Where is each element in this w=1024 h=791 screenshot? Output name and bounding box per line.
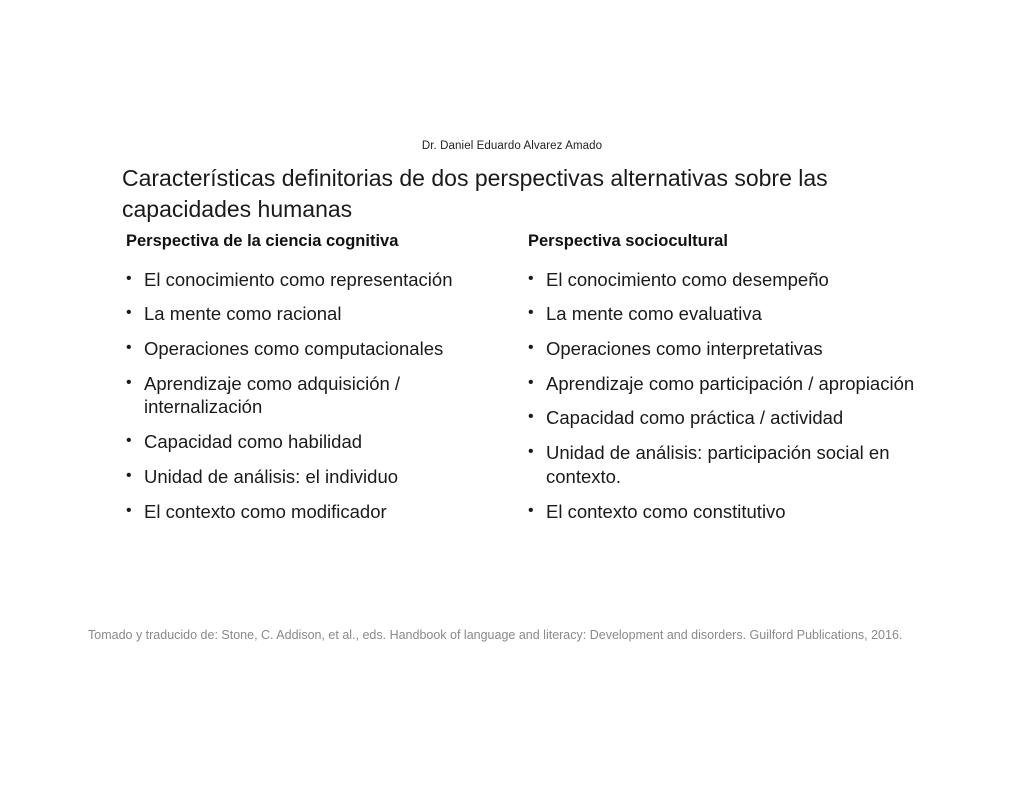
list-item: • Unidad de análisis: participación social en contexto. bbox=[524, 441, 926, 488]
list-item: • La mente como racional bbox=[122, 302, 524, 326]
list-item: • El conocimiento como representación bbox=[122, 268, 524, 292]
list-item: • Aprendizaje como adquisición / internalización bbox=[122, 372, 524, 419]
list-item: • El conocimiento como desempeño bbox=[524, 268, 926, 292]
page-title: Características definitorias de dos perspectivas alternativas sobre las capacidades humanas bbox=[122, 165, 828, 222]
column-heading-right: Perspectiva sociocultural bbox=[528, 232, 728, 250]
column-heading-left: Perspectiva de la ciencia cognitiva bbox=[126, 232, 399, 250]
column-cognitive-science bbox=[122, 232, 524, 534]
column-sociocultural bbox=[524, 232, 926, 534]
bullet-list-left bbox=[122, 268, 524, 523]
list-item: • Operaciones como interpretativas bbox=[524, 337, 926, 361]
bullet-list-right bbox=[524, 268, 926, 523]
author-credit: Dr. Daniel Eduardo Alvarez Amado bbox=[421, 140, 603, 152]
list-item: • Unidad de análisis: el individuo bbox=[122, 465, 524, 489]
list-item: • El contexto como constitutivo bbox=[524, 500, 926, 524]
list-item: • Capacidad como práctica / actividad bbox=[524, 406, 926, 430]
source-citation: Tomado y traducido de: Stone, C. Addison, et al., eds. Handbook of language and literacy: Development and disorders. Guilford Publications, 2016. bbox=[88, 628, 903, 642]
list-item: • Aprendizaje como participación / apropiación bbox=[524, 372, 926, 396]
list-item: • Capacidad como habilidad bbox=[122, 430, 524, 454]
list-item: • Operaciones como computacionales bbox=[122, 337, 524, 361]
two-column-content bbox=[122, 232, 932, 534]
list-item: • La mente como evaluativa bbox=[524, 302, 926, 326]
list-item: • El contexto como modificador bbox=[122, 500, 524, 524]
